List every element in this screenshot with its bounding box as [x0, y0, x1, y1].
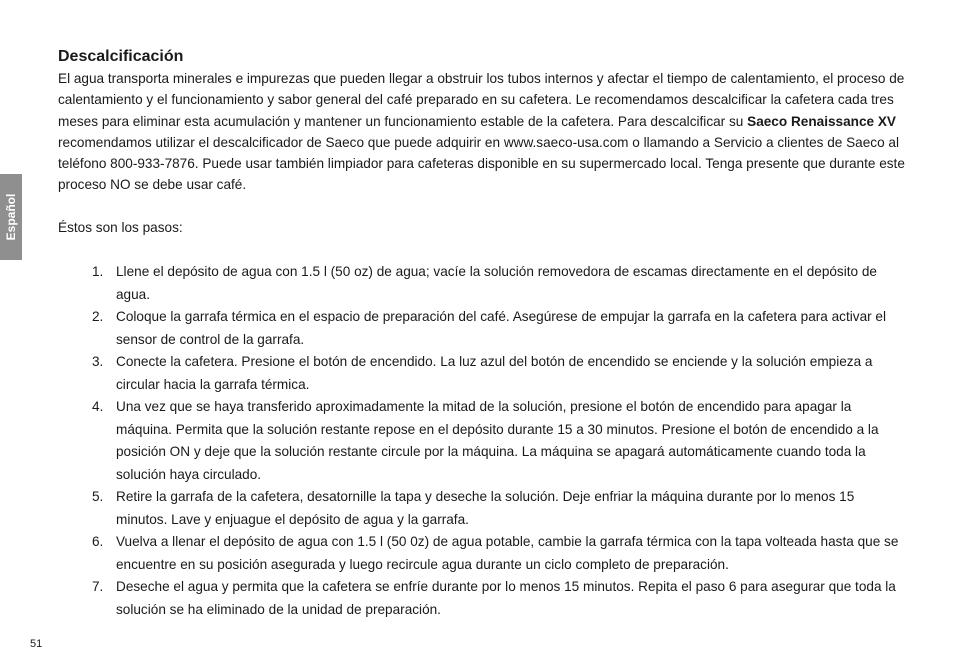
step-item: [58, 306, 908, 351]
step-item: [58, 531, 908, 576]
step-item: [58, 486, 908, 531]
step-text: Conecte la cafetera. Presione el botón de encendido. La luz azul del botón de encendido se enciende y la solución empieza a circular hacia la garrafa térmica.: [116, 354, 873, 392]
steps-list: [58, 261, 908, 621]
page-number: 51: [30, 638, 43, 650]
step-number: 1.: [92, 264, 104, 280]
main-content: [58, 46, 908, 621]
step-text: Retire la garrafa de la cafetera, desatornille la tapa y deseche la solución. Deje enfriar la máquina durante por lo menos 15 minutos. Lave y enjuague el depósito de agua y la garrafa.: [116, 489, 855, 527]
intro-text-part1: El agua transporta minerales e impurezas que pueden llegar a obstruir los tubos internos y afectar el tiempo de calentamiento, el proceso de calentamiento y el funcionamiento y sabor general del café preparado en su cafetera. Le recomendamos descalcificar la cafetera cada tres meses para eliminar esta acumulación y mantener un funcionamiento estable de la cafetera. Para descalcificar su: [58, 71, 905, 129]
step-text: Una vez que se haya transferido aproximadamente la mitad de la solución, presione el botón de encendido para apagar la máquina. Permita que la solución restante repose en el depósito durante 15 a 30 minutos. Presione el botón de encendido a la posición ON y deje que la solución restante circule por la máquina. La máquina se apagará automáticamente cuando toda la solución haya circulado.: [116, 399, 879, 482]
step-text: Coloque la garrafa térmica en el espacio de preparación del café. Asegúrese de empujar la garrafa en la cafetera para activar el sensor de control de la garrafa.: [116, 309, 887, 347]
intro-text-part2: recomendamos utilizar el descalcificador de Saeco que puede adquirir en www.saeco-usa.com o llamando a Servicio a clientes de Saeco al teléfono 800-933-7876. Puede usar también limpiador para cafeteras disponible en su supermercado local. Tenga presente que durante este proceso NO se debe usar café.: [58, 134, 905, 193]
step-item: [58, 576, 908, 621]
step-item: [58, 261, 908, 306]
step-item: [58, 351, 908, 396]
step-number: 3.: [92, 354, 104, 370]
step-text: Deseche el agua y permita que la cafetera se enfríe durante por lo menos 15 minutos. Repita el paso 6 para asegurar que toda la solución se ha eliminado de la unidad de preparación.: [116, 579, 896, 617]
step-number: 2.: [92, 309, 104, 325]
step-text: Vuelva a llenar el depósito de agua con 1.5 l (50 0z) de agua potable, cambie la garrafa térmica con la tapa volteada hasta que se encuentre en su posición asegurada y luego recircule agua durante un ciclo completo de preparación.: [116, 534, 899, 572]
product-name: Saeco Renaissance XV: [747, 113, 896, 129]
steps-intro: Éstos son los pasos:: [58, 219, 183, 235]
language-tab-label: Español: [4, 193, 18, 241]
step-number: 7.: [92, 579, 104, 595]
step-text: Llene el depósito de agua con 1.5 l (50 oz) de agua; vacíe la solución removedora de escamas directamente en el depósito de agua.: [116, 264, 877, 302]
step-number: 4.: [92, 399, 104, 415]
step-item: [58, 396, 908, 486]
step-number: 5.: [92, 489, 104, 505]
intro-paragraph: [58, 68, 908, 196]
language-tab: [0, 174, 22, 260]
section-heading: Descalcificación: [58, 48, 184, 65]
step-number: 6.: [92, 534, 104, 550]
